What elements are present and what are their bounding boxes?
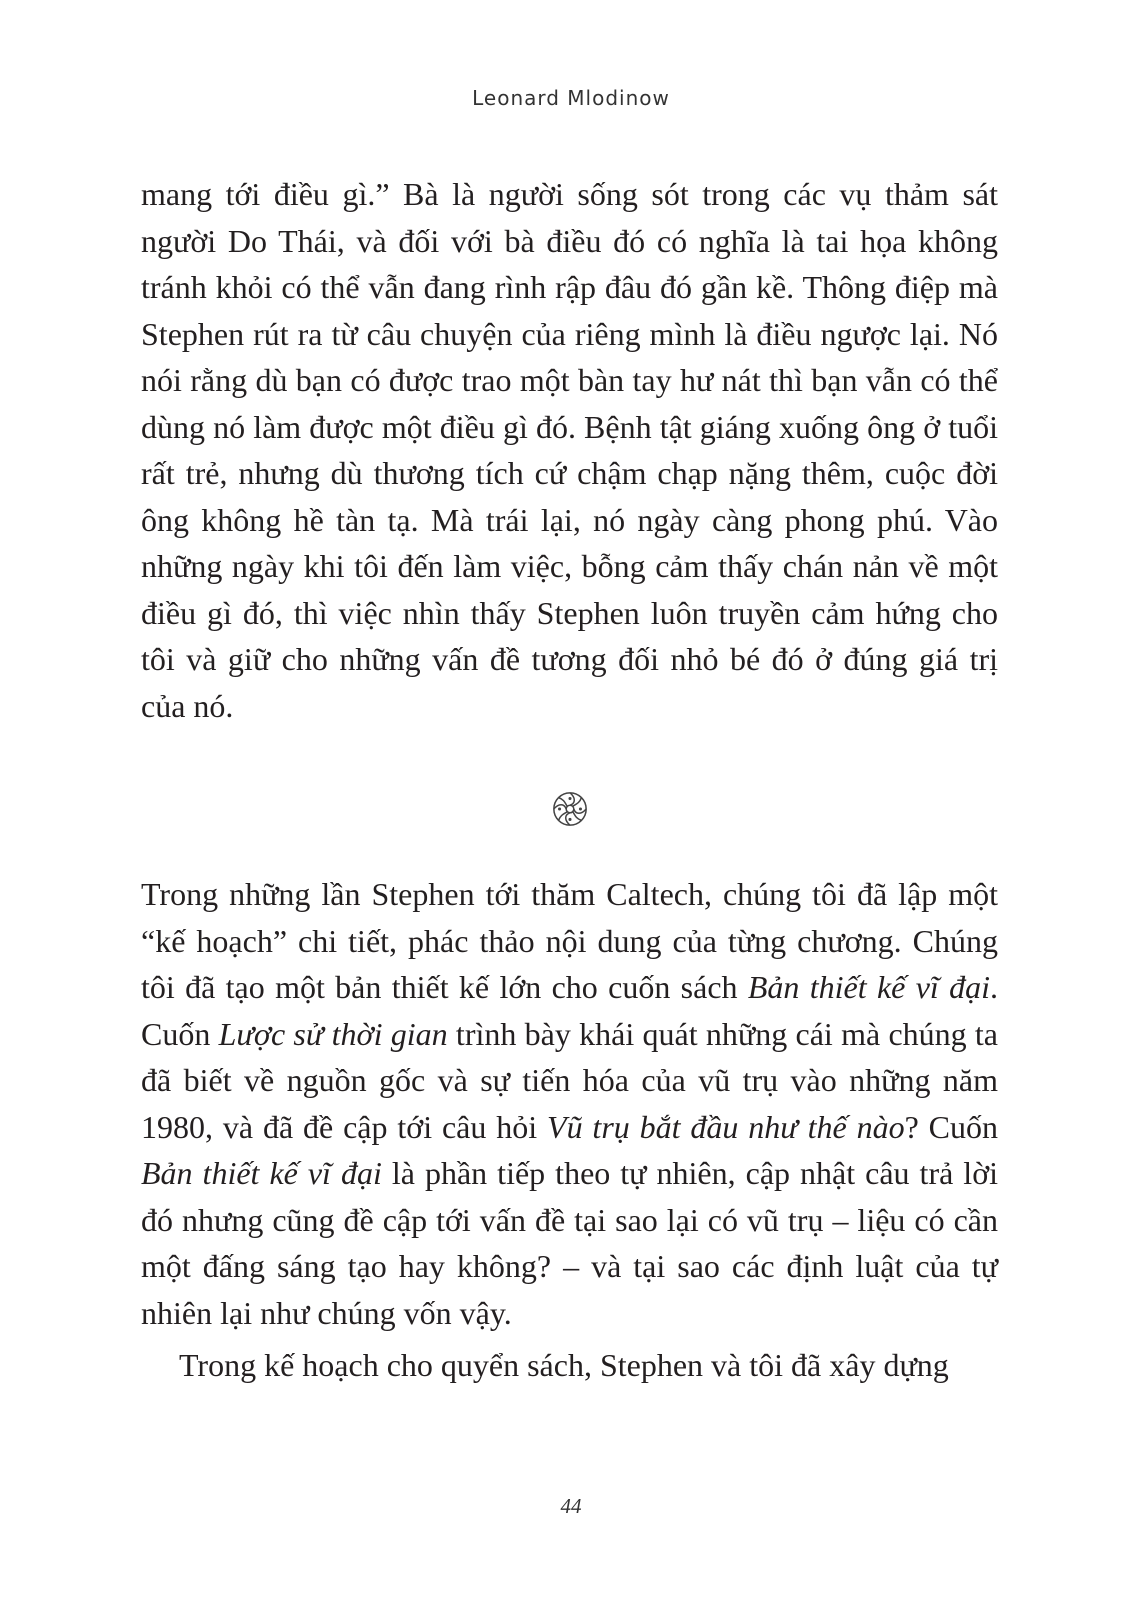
text-run: là phần tiếp theo tự nhiên, cập nhật câu trả lời đó nhưng cũng đề cập tới vấn đề tại sao lại có vũ trụ – liệu có cần một đấng sáng tạo hay không? – và tại sao các định luật của tự nhiên lại như chúng vốn vậy. — [141, 1155, 999, 1331]
text-run: ? Cuốn — [904, 1108, 999, 1145]
paragraph-continuation: mang tới điều gì.” Bà là người sống sót trong các vụ thảm sát người Do Thái, và đối với bà điều đó có nghĩa là tai họa không tránh khỏi có thể vẫn đang rình rập đâu đó gần kề. Thông điệp mà Stephen rút ra từ câu chuyện của riêng mình là điều ngược lại. Nó nói rằng dù bạn có được trao một bàn tay hư nát thì bạn vẫn có thể dùng nó làm được một điều gì đó. Bệnh tật giáng xuống ông ở tuổi rất trẻ, nhưng dù thương tích cứ chậm chạp nặng thêm, cuộc đời ông không hề tàn tạ. Mà trái lại, nó ngày càng phong phú. Vào những ngày khi tôi đến làm việc, bỗng cảm thấy chán nản về một điều gì đó, thì việc nhìn thấy Stephen luôn truyền cảm hứng cho tôi và giữ cho những vấn đề tương đối nhỏ bé đó ở đúng giá trị của nó. — [141, 176, 998, 724]
book-title-italic: Lược sử thời gian — [218, 1015, 448, 1052]
text-run: Trong những lần Stephen tới thăm Caltech, chúng tôi đã lập một “kế hoạch” chi tiết, phác thảo nội dung của từng chương. Chúng tôi đã tạo một bản thiết kế lớn cho cuốn sách — [141, 876, 998, 1005]
text-run: . Cuốn — [141, 969, 999, 1052]
book-title-italic: Bản thiết kế vĩ đại — [747, 969, 991, 1005]
page-number: 44 — [560, 1494, 582, 1518]
body-text-top — [141, 171, 998, 729]
book-title-italic: Bản thiết kế vĩ đại — [141, 1155, 382, 1191]
section-break-ornament-icon — [551, 790, 589, 828]
question-italic: Vũ trụ bắt đầu như thế nào — [547, 1108, 905, 1145]
text-run: trình bày khái quát những cái mà chúng ta đã biết về nguồn gốc và sự tiến hóa của vũ trụ vào những năm 1980, và đã đề cập tới câu hỏi — [141, 1015, 999, 1145]
running-head-author: Leonard Mlodinow — [472, 86, 670, 110]
body-text-bottom — [141, 871, 998, 1389]
paragraph-caltech — [141, 871, 998, 1336]
paragraph-plan: Trong kế hoạch cho quyển sách, Stephen và tôi đã xây dựng — [179, 1347, 949, 1383]
